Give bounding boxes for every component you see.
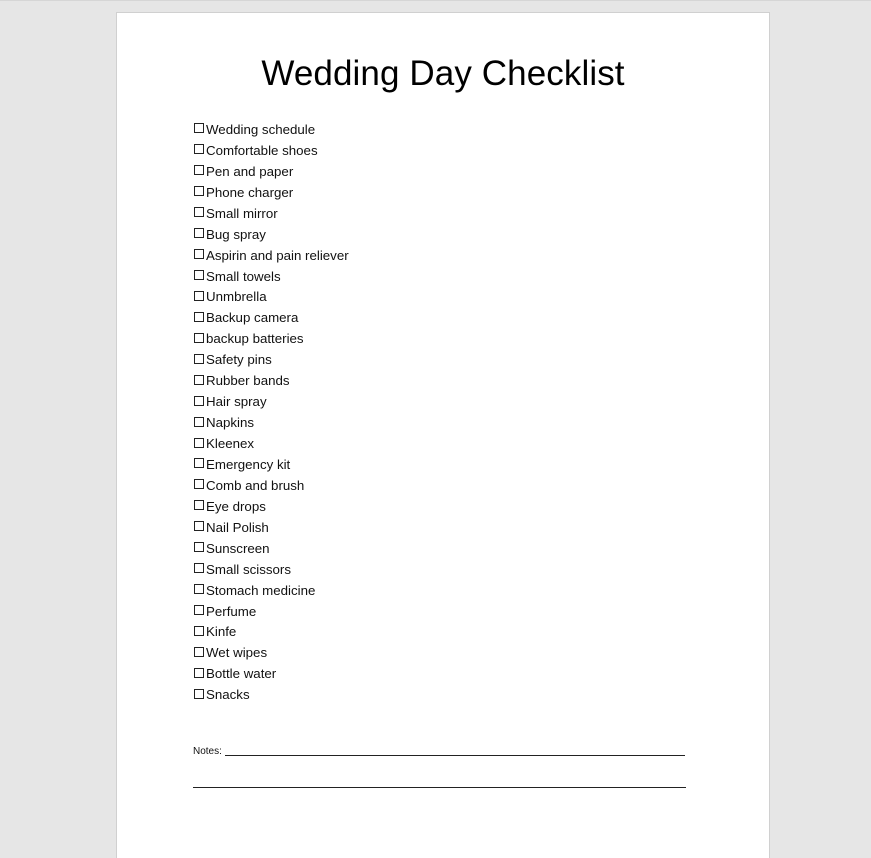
checkbox-icon [194, 584, 204, 594]
checklist-item-label: Small towels [206, 268, 281, 284]
checkbox-icon [194, 458, 204, 468]
checklist-item [194, 663, 349, 684]
checklist-item [194, 517, 349, 538]
checklist-item [194, 328, 349, 349]
checklist-item [194, 684, 349, 705]
checkbox-icon [194, 375, 204, 385]
checklist-item [194, 182, 349, 203]
checklist-item [194, 622, 349, 643]
checklist-item-label: Phone charger [206, 184, 294, 200]
checklist-item-label: Pen and paper [206, 163, 294, 179]
checklist-item-label: Aspirin and pain reliever [206, 247, 349, 263]
checklist-item [194, 601, 349, 622]
notes-line-second [193, 786, 686, 788]
checkbox-icon [194, 123, 204, 133]
checkbox-icon [194, 647, 204, 657]
checklist-item-label: Rubber bands [206, 373, 290, 389]
checkbox-icon [194, 438, 204, 448]
checklist-item [194, 433, 349, 454]
checkbox-icon [194, 144, 204, 154]
checklist [194, 119, 349, 705]
checkbox-icon [194, 270, 204, 280]
checkbox-icon [194, 521, 204, 531]
checklist-item-label: Small mirror [206, 205, 278, 221]
checklist-item [194, 307, 349, 328]
checklist-item [194, 580, 349, 601]
checklist-item-label: Sunscreen [206, 540, 270, 556]
checkbox-icon [194, 479, 204, 489]
checklist-item [194, 370, 349, 391]
checklist-item-label: Perfume [206, 603, 257, 619]
checklist-item-label: Emergency kit [206, 456, 291, 472]
checklist-item-label: Napkins [206, 415, 255, 431]
checklist-item-label: Backup camera [206, 310, 299, 326]
checklist-item-label: Stomach medicine [206, 582, 316, 598]
notes-label: Notes: [193, 746, 222, 757]
checklist-item [194, 496, 349, 517]
checklist-item-label: Kinfe [206, 624, 237, 640]
checklist-item [194, 140, 349, 161]
checklist-item-label: Comb and brush [206, 477, 305, 493]
checklist-item-label: Snacks [206, 687, 250, 703]
checklist-item [194, 412, 349, 433]
checklist-item-label: Bottle water [206, 666, 277, 682]
checklist-item [194, 642, 349, 663]
checkbox-icon [194, 500, 204, 510]
checklist-item-label: Comfortable shoes [206, 142, 318, 158]
checkbox-icon [194, 689, 204, 699]
checkbox-icon [194, 563, 204, 573]
checklist-item [194, 454, 349, 475]
checkbox-icon [194, 417, 204, 427]
notes-section [193, 743, 685, 788]
checklist-item-label: Wet wipes [206, 645, 268, 661]
checkbox-icon [194, 228, 204, 238]
notes-line [225, 754, 685, 756]
document-page [116, 12, 770, 858]
checklist-item-label: Hair spray [206, 394, 267, 410]
checklist-item [194, 391, 349, 412]
checklist-item [194, 349, 349, 370]
checklist-item-label: Small scissors [206, 561, 291, 577]
checklist-item-label: Kleenex [206, 436, 255, 452]
checklist-item [194, 266, 349, 287]
checklist-item [194, 475, 349, 496]
checklist-item [194, 161, 349, 182]
checklist-item [194, 559, 349, 580]
checkbox-icon [194, 186, 204, 196]
checkbox-icon [194, 312, 204, 322]
notes-row [193, 743, 685, 757]
checklist-item [194, 538, 349, 559]
checkbox-icon [194, 668, 204, 678]
checklist-item [194, 224, 349, 245]
checklist-item-label: Unmbrella [206, 289, 267, 305]
checklist-item [194, 119, 349, 140]
checkbox-icon [194, 354, 204, 364]
checkbox-icon [194, 396, 204, 406]
checklist-item-label: Wedding schedule [206, 121, 316, 137]
checklist-item [194, 203, 349, 224]
checkbox-icon [194, 207, 204, 217]
checklist-item [194, 287, 349, 308]
checkbox-icon [194, 542, 204, 552]
checklist-item-label: Bug spray [206, 226, 266, 242]
checkbox-icon [194, 165, 204, 175]
checklist-item-label: Eye drops [206, 498, 266, 514]
checkbox-icon [194, 249, 204, 259]
checkbox-icon [194, 626, 204, 636]
checklist-item-label: Nail Polish [206, 519, 269, 535]
page-title: Wedding Day Checklist [261, 54, 625, 93]
checklist-item-label: backup batteries [206, 331, 304, 347]
checkbox-icon [194, 333, 204, 343]
checklist-item [194, 245, 349, 266]
checkbox-icon [194, 291, 204, 301]
checklist-item-label: Safety pins [206, 352, 272, 368]
checkbox-icon [194, 605, 204, 615]
